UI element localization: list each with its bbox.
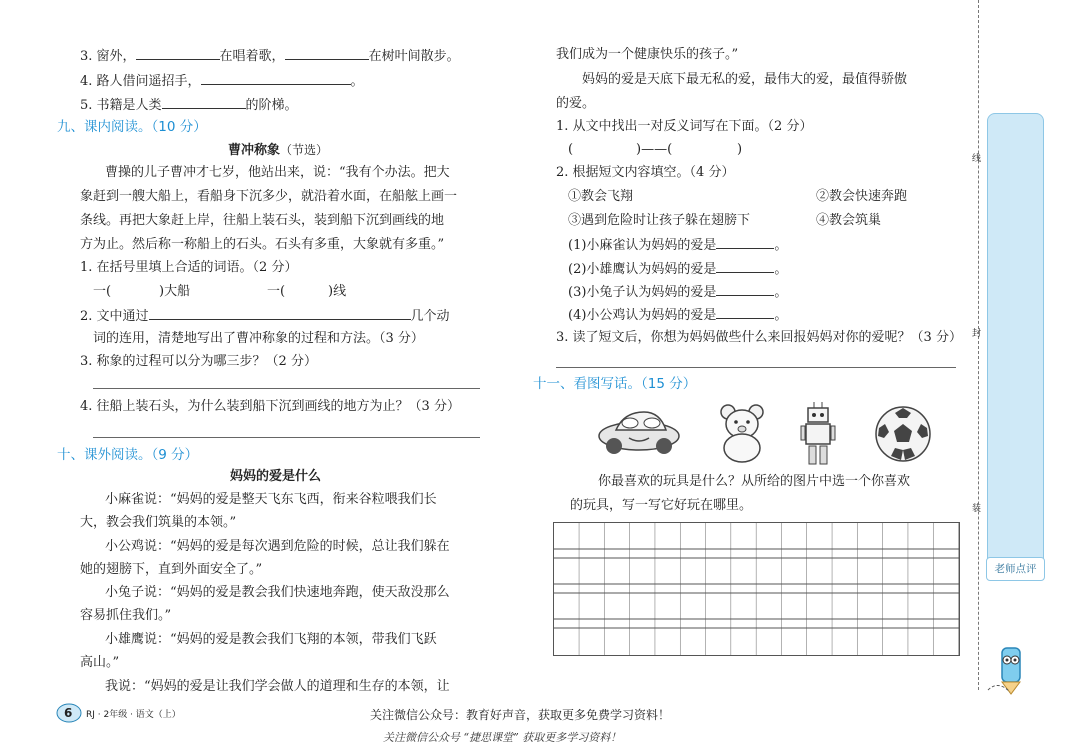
s9q1-a: 一( [93, 284, 112, 299]
fill-blank[interactable] [716, 282, 774, 296]
antonym-blank-close[interactable]: ) [737, 142, 743, 157]
fill-blank[interactable] [716, 305, 774, 319]
toy-car-icon [594, 404, 684, 456]
binding-mark: 封 [972, 329, 982, 339]
passage-1-line: 方为止。然后称一称船上的石头。石头有多重，大象就有多重。” [80, 237, 445, 252]
edition-label: RJ · 2年级 · 语文（上） [86, 710, 181, 720]
passage-2-line: 她的翅膀下，直到外面安全了。” [80, 562, 263, 577]
passage-2-cont: 我们成为一个健康快乐的孩子。” [556, 47, 739, 62]
passage-2-line: 小兔子说：“妈妈的爱是教会我们快速地奔跑，使天敌没那么 [105, 585, 450, 600]
s9-question-2-cont: 词的连用，清楚地写出了曹冲称象的过程和方法。（3 分） [93, 331, 424, 346]
passage-2-line: 小雄鹰说：“妈妈的爱是教会我们飞翔的本领，带我们飞跃 [105, 632, 437, 647]
s9-question-2: 2. 文中通过 几个动 [80, 306, 450, 326]
s10-question-3: 3. 读了短文后，你想为妈妈做些什么来回报妈妈对你的爱呢？（3 分） [556, 330, 962, 345]
page-number: 6 [64, 706, 73, 720]
passage-2-cont: 妈妈的爱是天底下最无私的爱，最伟大的爱，最值得骄傲 [582, 72, 908, 87]
fill-item: (2)小雄鹰认为妈妈的爱是 。 [568, 259, 787, 279]
antonym-blank-mid[interactable]: )——( [636, 142, 673, 157]
fill-blank[interactable] [716, 235, 774, 249]
teddy-bear-icon [712, 400, 774, 464]
fill-item: (4)小公鸡认为妈妈的爱是 。 [568, 305, 787, 325]
s9-question-3: 3. 称象的过程可以分为哪三步？（2 分） [80, 354, 317, 369]
s9q4-answer-line[interactable] [93, 437, 480, 438]
fill-item: (1)小麻雀认为妈妈的爱是 。 [568, 235, 787, 255]
passage-2-line: 容易抓住我们。” [80, 608, 172, 623]
binding-mark: 线 [972, 154, 982, 164]
antonym-blank-open[interactable]: ( [568, 142, 574, 157]
fill-item: (3)小兔子认为妈妈的爱是 。 [568, 282, 787, 302]
binding-mark: 装 [972, 504, 982, 514]
s9q1-c: 一( [267, 284, 286, 299]
writing-prompt: 的玩具，写一写它好玩在哪里。 [570, 498, 753, 513]
option-item: ③遇到危险时让孩子躲在翅膀下 [568, 213, 751, 228]
q3-line: 3. 窗外， 在唱着歌， 在树叶间散步。 [80, 46, 460, 66]
writing-prompt: 你最喜欢的玩具是什么？从所给的图片中选一个你喜欢 [598, 474, 911, 489]
passage-1-line: 曹操的儿子曹冲才七岁，他站出来，说：“我有个办法。把大 [105, 165, 450, 180]
passage-1-line: 条线。再把大象赶上岸，往船上装石头，装到船下沉到画线的地 [80, 213, 445, 228]
option-item: ①教会飞翔 [568, 189, 634, 204]
pencil-mascot-icon [986, 640, 1036, 698]
section-10-heading: 十、课外阅读。（9 分） [57, 447, 199, 463]
passage-2-line: 小公鸡说：“妈妈的爱是每次遇到危险的时候，总让我们躲在 [105, 539, 450, 554]
s10q3-answer-line[interactable] [556, 367, 956, 368]
q5-blank[interactable] [162, 95, 246, 109]
option-item: ④教会筑巢 [816, 213, 882, 228]
passage-2-title: 妈妈的爱是什么 [230, 469, 322, 484]
option-item: ②教会快速奔跑 [816, 189, 908, 204]
s10-question-1: 1. 从文中找出一对反义词写在下面。（2 分） [556, 119, 813, 134]
s9q1-d: )线 [328, 284, 347, 299]
s9q2-blank[interactable] [149, 306, 411, 320]
toy-robot-icon [800, 400, 836, 468]
passage-1-line: 象赶到一艘大船上，看船身下沉多少，就沿着水面，在船舷上画一 [80, 189, 458, 204]
soccer-ball-icon [873, 404, 933, 464]
q3-blank-1[interactable] [136, 46, 220, 60]
passage-2-line: 我说：“妈妈的爱是让我们学会做人的道理和生存的本领，让 [105, 679, 450, 694]
s9q3-answer-line[interactable] [93, 388, 480, 389]
passage-2-line: 高山。” [80, 655, 120, 670]
q3-blank-2[interactable] [285, 46, 369, 60]
section-9-heading: 九、课内阅读。（10 分） [57, 119, 207, 135]
passage-2-line: 大，教会我们筑巢的本领。” [80, 515, 237, 530]
watermark: 关注微信公众号 “捷思课堂” 获取更多学习资料！ [383, 731, 622, 744]
fill-blank[interactable] [716, 259, 774, 273]
s9-question-4: 4. 往船上装石头，为什么装到船下沉到画线的地方为止？（3 分） [80, 399, 460, 414]
passage-1-title: 曹冲称象（节选） [228, 143, 329, 158]
binding-line [978, 0, 979, 690]
q4-line: 4. 路人借问遥招手， 。 [80, 71, 364, 91]
passage-2-line: 小麻雀说：“妈妈的爱是整天飞东飞西，衔来谷粒喂我们长 [105, 492, 437, 507]
s10-question-2: 2. 根据短文内容填空。（4 分） [556, 165, 735, 180]
passage-2-cont: 的爱。 [556, 96, 596, 111]
teacher-comment-panel [987, 113, 1044, 581]
section-11-heading: 十一、看图写话。（15 分） [533, 376, 697, 392]
s9-question-1: 1. 在括号里填上合适的词语。（2 分） [80, 260, 298, 275]
teacher-comment-label: 老师点评 [986, 557, 1045, 581]
q5-line: 5. 书籍是人类 的阶梯。 [80, 95, 298, 115]
footer-notice: 关注微信公众号：教育好声音，获取更多免费学习资料！ [370, 708, 671, 722]
writing-grid[interactable] [553, 522, 960, 656]
q4-blank[interactable] [201, 71, 351, 85]
s9q1-b: )大船 [159, 284, 191, 299]
